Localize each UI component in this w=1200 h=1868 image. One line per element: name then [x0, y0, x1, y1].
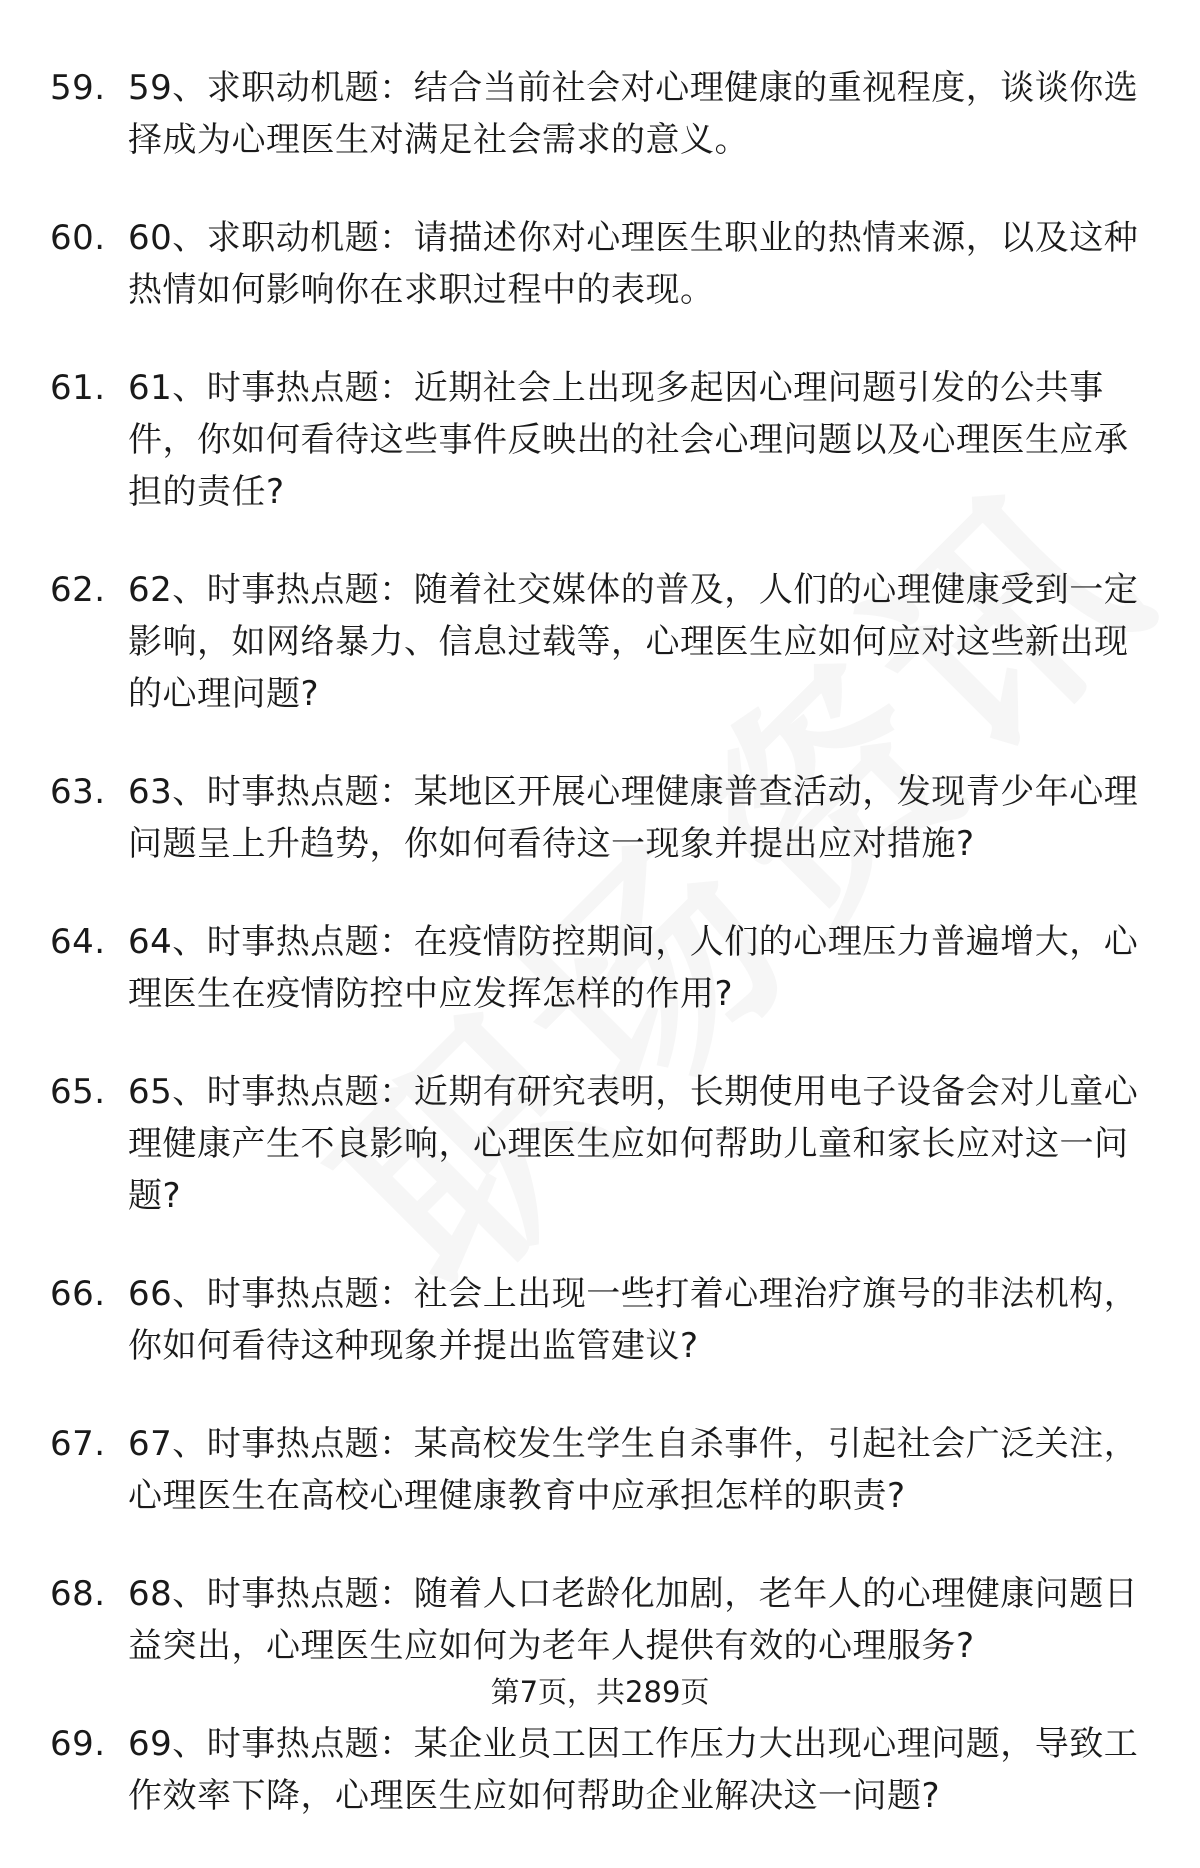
list-item — [50, 1418, 1170, 1522]
list-item — [50, 766, 1170, 870]
question-text: 60、求职动机题：请描述你对心理医生职业的热情来源，以及这种热情如何影响你在求职过程中的表现。 — [128, 218, 1139, 310]
question-number: 68. — [50, 1574, 106, 1614]
question-number: 69. — [50, 1724, 106, 1764]
question-number: 66. — [50, 1274, 106, 1314]
list-item — [50, 212, 1170, 316]
list-item — [50, 1568, 1170, 1672]
list-item — [50, 1066, 1170, 1222]
list-item — [50, 1268, 1170, 1372]
question-number: 65. — [50, 1072, 106, 1112]
question-number: 60. — [50, 218, 106, 258]
question-number: 67. — [50, 1424, 106, 1464]
list-item — [50, 1718, 1170, 1822]
question-list — [50, 62, 1170, 1868]
question-text: 67、时事热点题：某高校发生学生自杀事件，引起社会广泛关注，心理医生在高校心理健康教育中应承担怎样的职责? — [128, 1424, 1139, 1516]
question-text: 66、时事热点题：社会上出现一些打着心理治疗旗号的非法机构，你如何看待这种现象并提出监管建议? — [128, 1274, 1139, 1366]
question-text: 65、时事热点题：近期有研究表明，长期使用电子设备会对儿童心理健康产生不良影响，心理医生应如何帮助儿童和家长应对这一问题? — [128, 1072, 1139, 1216]
question-text: 68、时事热点题：随着人口老龄化加剧，老年人的心理健康问题日益突出，心理医生应如何为老年人提供有效的心理服务? — [128, 1574, 1139, 1666]
question-number: 59. — [50, 68, 106, 108]
list-item — [50, 362, 1170, 518]
page-footer: 第7页，共289页 — [490, 1675, 710, 1709]
list-item — [50, 62, 1170, 166]
question-number: 64. — [50, 922, 106, 962]
question-text: 62、时事热点题：随着社交媒体的普及，人们的心理健康受到一定影响，如网络暴力、信息过载等，心理医生应如何应对这些新出现的心理问题? — [128, 570, 1139, 714]
question-text: 64、时事热点题：在疫情防控期间，人们的心理压力普遍增大，心理医生在疫情防控中应发挥怎样的作用? — [128, 922, 1139, 1014]
question-text: 63、时事热点题：某地区开展心理健康普查活动，发现青少年心理问题呈上升趋势，你如何看待这一现象并提出应对措施? — [128, 772, 1139, 864]
question-number: 62. — [50, 570, 106, 610]
question-number: 61. — [50, 368, 106, 408]
question-number: 63. — [50, 772, 106, 812]
question-text: 61、时事热点题：近期社会上出现多起因心理问题引发的公共事件，你如何看待这些事件反映出的社会心理问题以及心理医生应承担的责任? — [128, 368, 1129, 512]
question-text: 69、时事热点题：某企业员工因工作压力大出现心理问题，导致工作效率下降，心理医生应如何帮助企业解决这一问题? — [128, 1724, 1139, 1816]
list-item — [50, 564, 1170, 720]
question-text: 59、求职动机题：结合当前社会对心理健康的重视程度，谈谈你选择成为心理医生对满足社会需求的意义。 — [128, 68, 1139, 160]
list-item — [50, 916, 1170, 1020]
